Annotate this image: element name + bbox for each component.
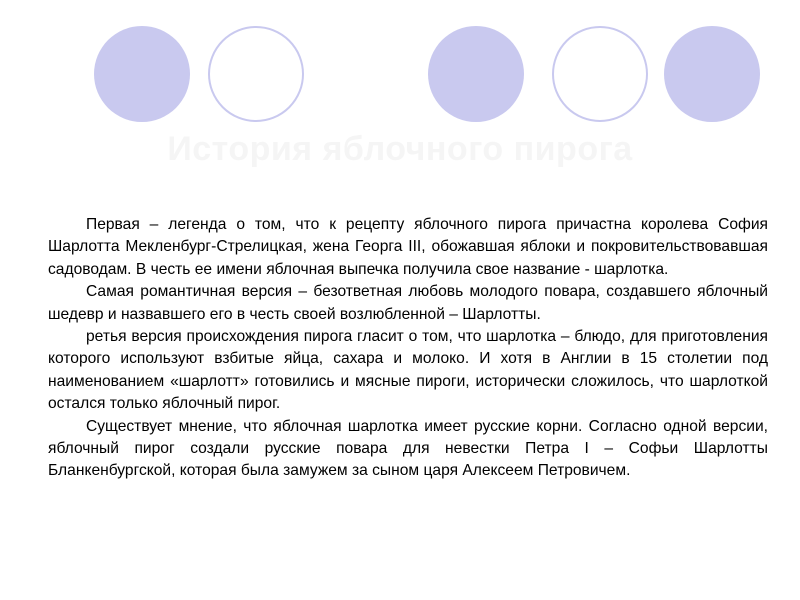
- slide-title: История яблочного пирога: [167, 130, 633, 168]
- paragraph-3: ретья версия происхождения пирога гласит о том, что шарлотка – блюдо, для приготовления которого используют взбитые яйца, сахара и молоко. И хотя в Англии в 15 столетии под наименованием «шарлотт» готовились и мясные пироги, исторически сложилось, что шарлоткой остался только яблочный пирог.: [48, 328, 768, 413]
- decorative-circle-outline-2: [552, 26, 648, 122]
- decorative-circle-filled-3: [664, 26, 760, 122]
- paragraph-1: Первая – легенда о том, что к рецепту яблочного пирога причастна королева София Шарлотта Мекленбург-Стрелицкая, жена Георга III, обожавшая яблоки и покровительствовавшая садоводам. В честь ее имени яблочная выпечка получила свое название - шарлотка.: [48, 216, 768, 278]
- decorative-circle-outline-1: [208, 26, 304, 122]
- decorative-circle-filled-2: [428, 26, 524, 122]
- slide-body: [48, 214, 768, 483]
- decorative-circle-filled-1: [94, 26, 190, 122]
- paragraph-2: Самая романтичная версия – безответная любовь молодого повара, создавшего яблочный шедевр и назвавшего его в честь своей возлюбленной – Шарлотты.: [48, 283, 768, 323]
- paragraph-4: Существует мнение, что яблочная шарлотка имеет русские корни. Согласно одной версии, яблочный пирог создали русские повара для невестки Петра I – Софьи Шарлотты Бланкенбургской, которая была замужем за сыном царя Алексеем Петровичем.: [48, 417, 768, 480]
